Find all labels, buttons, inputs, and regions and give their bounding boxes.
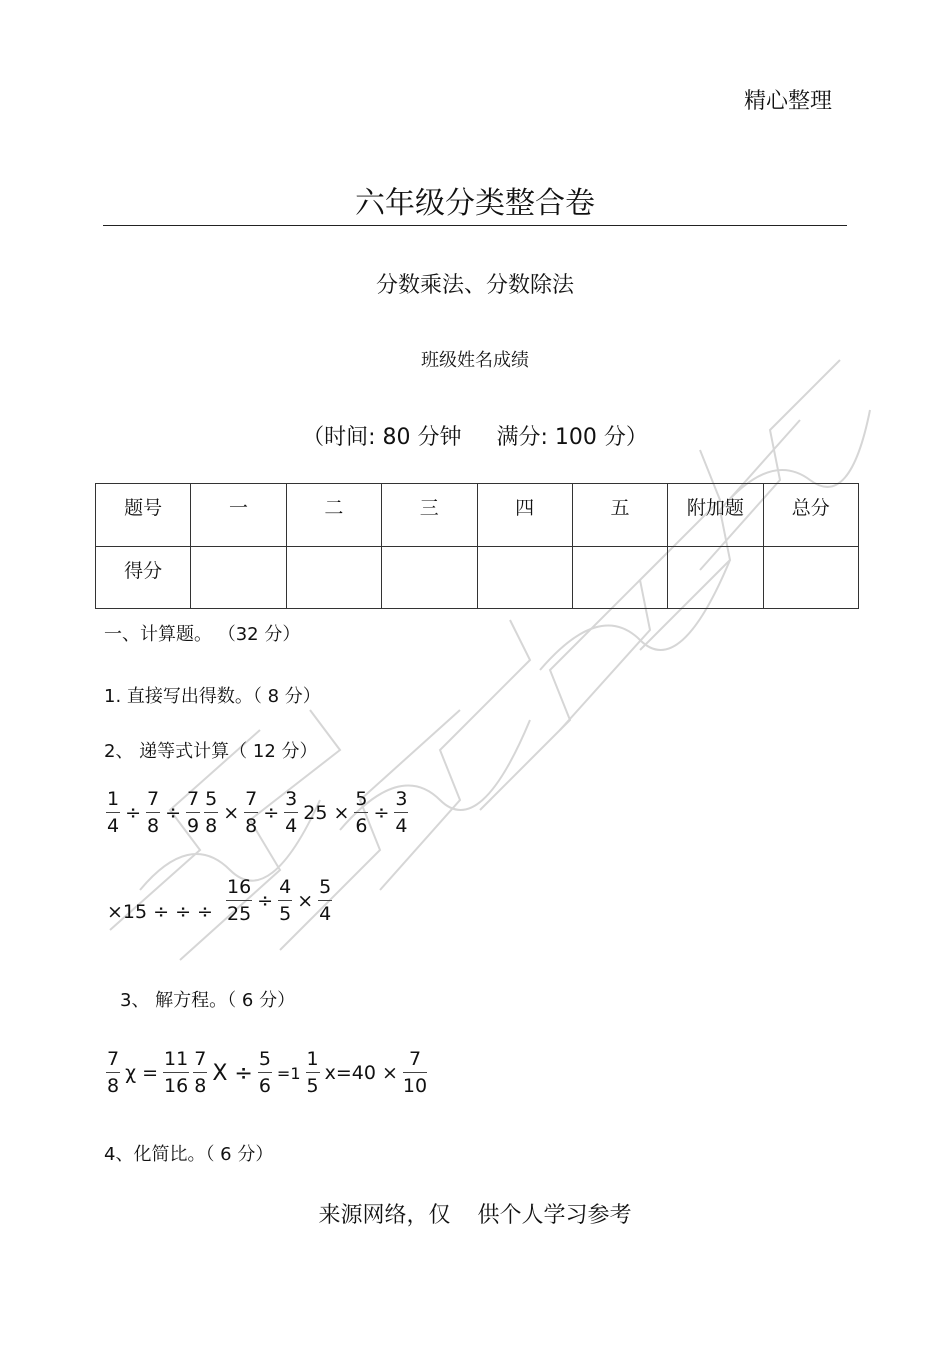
question-2: 2、 递等式计算（ 12 分） xyxy=(104,741,318,762)
fraction: $\frac{1}{4}$ xyxy=(107,788,120,837)
fraction: $\frac{3}{4}$ xyxy=(395,788,408,837)
row-label-cell: 得分 xyxy=(96,546,191,609)
operator: ÷ xyxy=(373,802,390,824)
score-cell[interactable] xyxy=(763,546,858,609)
score-cell[interactable] xyxy=(382,546,477,609)
time-limit: （时间: 80 分钟 xyxy=(302,425,462,450)
header-cell: 二 xyxy=(286,484,381,547)
question-3: 3、 解方程。（ 6 分） xyxy=(120,990,296,1011)
fraction: $\frac{4}{5}$ xyxy=(279,876,292,925)
fraction: $\frac{3}{4}$ xyxy=(285,788,298,837)
student-info-line: 班级姓名成绩 xyxy=(421,350,529,371)
header-cell: 附加题 xyxy=(668,484,763,547)
fraction: $\frac{1}{5}$ xyxy=(306,1048,319,1097)
fraction: $\frac{5}{4}$ xyxy=(319,876,332,925)
fraction: $\frac{5}{8}$ xyxy=(205,788,218,837)
operator: ÷ xyxy=(165,802,182,824)
time-score-line xyxy=(0,420,950,451)
fraction: $\frac{7}{8}$ xyxy=(194,1048,207,1097)
fraction: $\frac{5}{6}$ xyxy=(355,788,368,837)
fraction: $\frac{7}{9}$ xyxy=(187,788,200,837)
score-table-score-row xyxy=(96,546,859,609)
score-table xyxy=(95,483,859,609)
fraction: $\frac{5}{6}$ xyxy=(258,1048,271,1097)
math-line-2 xyxy=(104,878,334,924)
section-heading: 一、计算题。 （32 分） xyxy=(104,624,301,645)
header-cell: 一 xyxy=(191,484,286,547)
operator: ÷ xyxy=(257,890,274,912)
title-divider xyxy=(103,225,847,226)
header-cell: 三 xyxy=(382,484,477,547)
fraction: $\frac{11}{16}$ xyxy=(164,1048,189,1097)
math-line-3 xyxy=(104,1050,429,1096)
operator: × xyxy=(297,890,314,912)
score-cell[interactable] xyxy=(286,546,381,609)
page-subtitle: 分数乘法、分数除法 xyxy=(375,273,574,298)
expression-text: =1 xyxy=(276,1063,301,1083)
fraction: $\frac{16}{25}$ xyxy=(226,876,252,925)
score-cell[interactable] xyxy=(191,546,286,609)
page-footer xyxy=(0,1198,950,1229)
fraction: $\frac{7}{10}$ xyxy=(402,1048,428,1097)
header-cell: 四 xyxy=(477,484,572,547)
footer-right: 供个人学习参考 xyxy=(477,1203,632,1228)
footer-left: 来源网络，仅 xyxy=(318,1203,451,1228)
math-line-1 xyxy=(104,790,410,836)
header-cell: 题号 xyxy=(96,484,191,547)
score-cell[interactable] xyxy=(572,546,667,609)
page-title: 六年级分类整合卷 xyxy=(355,186,595,221)
operator: × xyxy=(333,802,350,824)
expression-text: χ = xyxy=(125,1062,159,1084)
number: 25 xyxy=(303,802,328,824)
fraction: $\frac{7}{8}$ xyxy=(107,1048,120,1097)
operator: ÷ xyxy=(263,802,280,824)
operator: ÷ xyxy=(125,802,142,824)
operator: × xyxy=(223,802,240,824)
header-cell: 五 xyxy=(572,484,667,547)
expression-text: X ÷ xyxy=(212,1060,253,1086)
header-note: 精心整理 xyxy=(744,89,833,114)
expression-text: x=40 × xyxy=(324,1062,398,1084)
question-1: 1. 直接写出得数。（ 8 分） xyxy=(104,686,321,707)
header-cell: 总分 xyxy=(763,484,858,547)
fraction: $\frac{7}{8}$ xyxy=(245,788,258,837)
score-table-header-row xyxy=(96,484,859,547)
expression-text: ×15 ÷ ÷ ÷ xyxy=(107,901,213,923)
full-score: 满分: 100 分） xyxy=(496,425,648,450)
question-4: 4、化简比。（ 6 分） xyxy=(104,1144,274,1165)
score-cell[interactable] xyxy=(668,546,763,609)
fraction: $\frac{7}{8}$ xyxy=(147,788,160,837)
score-cell[interactable] xyxy=(477,546,572,609)
